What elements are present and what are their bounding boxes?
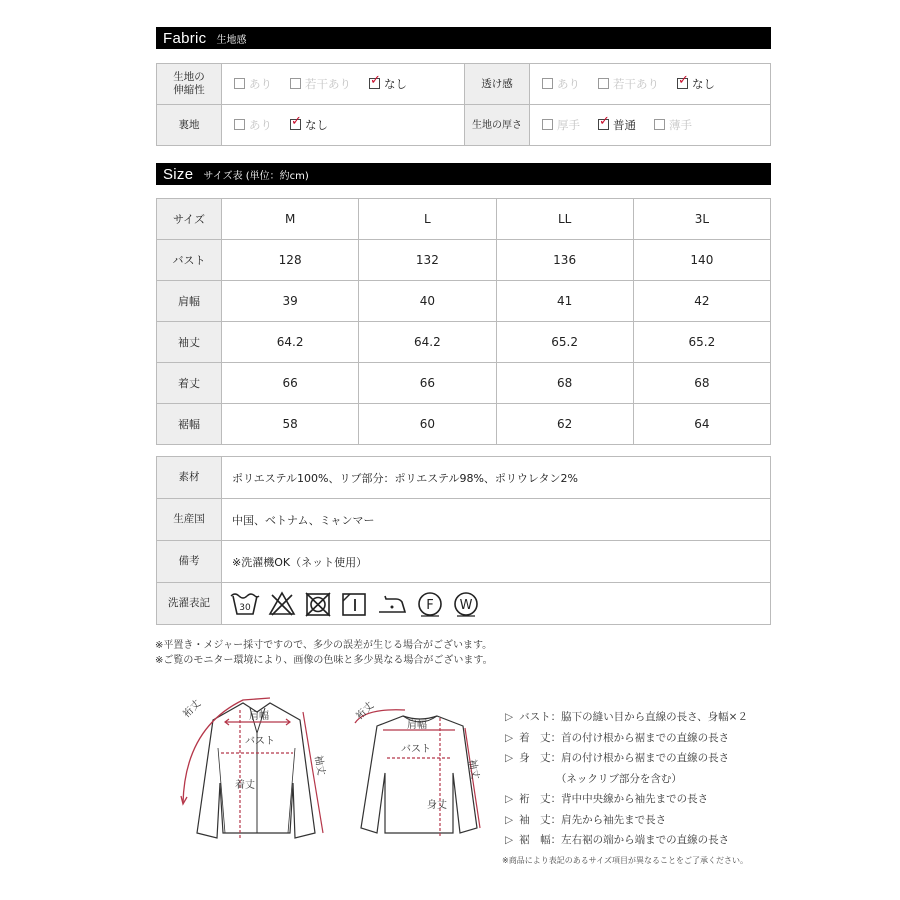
size-header-cell: LL — [496, 199, 633, 240]
lining-opt-1: あり — [234, 117, 272, 133]
notes — [155, 638, 493, 668]
table-cell: 136 — [496, 240, 633, 281]
legend-item: ▷ 身 丈：肩の付け根から裾までの直線の長さ — [505, 752, 730, 764]
fabric-title-en: Fabric — [163, 29, 207, 47]
table-cell: 65.2 — [633, 322, 770, 363]
cardigan-yuki-label: 裄丈 — [354, 700, 377, 723]
thickness-opt-3: 薄手 — [654, 117, 692, 133]
table-cell: 128 — [222, 240, 359, 281]
size-header-cell: M — [222, 199, 359, 240]
no-bleach-icon — [268, 590, 296, 618]
row-label: 裾幅 — [157, 404, 222, 445]
triangle-icon: ▷ — [505, 752, 514, 764]
size-title-en: Size — [163, 165, 194, 183]
table-cell: 65.2 — [496, 322, 633, 363]
size-header-row — [157, 199, 771, 240]
size-table — [156, 198, 771, 445]
table-cell: 140 — [633, 240, 770, 281]
jacket-sodetake-label: 袖丈 — [312, 754, 327, 777]
row-label: バスト — [157, 240, 222, 281]
table-cell: 62 — [496, 404, 633, 445]
cardigan-bust-label: バスト — [401, 744, 431, 755]
thickness-options — [530, 105, 771, 146]
sheer-label: 透け感 — [465, 64, 530, 105]
table-row — [157, 322, 771, 363]
row-label: 着丈 — [157, 363, 222, 404]
remarks-label: 備考 — [157, 541, 222, 583]
checked-checkbox-icon — [369, 78, 380, 89]
note-line: ※平置き・メジャー採寸ですので、多少の誤差が生じる場合がございます。 — [155, 640, 493, 651]
checked-checkbox-icon — [598, 119, 609, 130]
jacket-diagram — [180, 697, 328, 838]
line-dry-shade-icon — [340, 590, 368, 618]
size-title-bar — [156, 163, 771, 185]
checked-checkbox-icon — [290, 119, 301, 130]
wetclean-letter: W — [459, 597, 473, 613]
table-cell: 42 — [633, 281, 770, 322]
checkbox-icon — [290, 78, 301, 89]
triangle-icon: ▷ — [505, 834, 514, 846]
table-row — [157, 583, 771, 625]
table-row — [157, 457, 771, 499]
size-header-cell: サイズ — [157, 199, 222, 240]
thickness-opt-1: 厚手 — [542, 117, 580, 133]
checked-checkbox-icon — [677, 78, 688, 89]
legend-item: ▷ バスト：脇下の縫い目から直線の長さ、身幅×２ — [505, 711, 748, 723]
iron-low-icon — [376, 590, 408, 618]
no-tumble-dry-icon — [304, 590, 332, 618]
cardigan-mitake-label: 身丈 — [427, 800, 447, 811]
material-value: ポリエステル100%、リブ部分：ポリエステル98%、ポリウレタン2% — [222, 457, 771, 499]
jacket-bust-label: バスト — [245, 736, 275, 747]
size-title-jp: サイズ表 (単位：約cm) — [203, 170, 309, 182]
table-cell: 66 — [222, 363, 359, 404]
stretch-options — [222, 64, 465, 105]
triangle-icon: ▷ — [505, 711, 514, 723]
table-cell: 39 — [222, 281, 359, 322]
care-label: 洗濯表記 — [157, 583, 222, 625]
dryclean-letter: F — [426, 597, 434, 613]
fabric-title-jp: 生地感 — [216, 34, 247, 46]
dryclean-F-icon — [416, 590, 444, 618]
legend-item: ▷ 裄 丈：背中中央線から袖先までの長さ — [505, 793, 709, 805]
sheer-options — [530, 64, 771, 105]
size-header-cell: 3L — [633, 199, 770, 240]
row-label: 袖丈 — [157, 322, 222, 363]
cardigan-diagram — [353, 699, 482, 836]
lining-options — [222, 105, 465, 146]
triangle-icon: ▷ — [505, 793, 514, 805]
checkbox-icon — [542, 78, 553, 89]
origin-label: 生産国 — [157, 499, 222, 541]
wash-temp-text: 30 — [239, 602, 251, 613]
table-row — [157, 363, 771, 404]
stretch-opt-1: あり — [234, 76, 272, 92]
table-cell: 60 — [359, 404, 496, 445]
footnote: ※商品により表記のあるサイズ項目が異なることをご了承ください。 — [502, 856, 749, 865]
stretch-opt-3: ✓ なし — [369, 76, 407, 92]
table-cell: 68 — [633, 363, 770, 404]
lining-opt-2: ✓ なし — [290, 117, 328, 133]
checkbox-icon — [542, 119, 553, 130]
legend-item: ▷ 袖 丈：肩先から袖先まで長さ — [505, 813, 667, 826]
table-row — [157, 404, 771, 445]
size-header-cell: L — [359, 199, 496, 240]
triangle-icon: ▷ — [505, 813, 514, 826]
note-line: ※ご覧のモニター環境により、画像の色味と多少異なる場合がございます。 — [155, 655, 493, 666]
table-cell: 41 — [496, 281, 633, 322]
fabric-title-bar — [156, 27, 771, 49]
checkbox-icon — [654, 119, 665, 130]
table-cell: 68 — [496, 363, 633, 404]
wetclean-W-icon — [452, 590, 480, 618]
table-cell: 64.2 — [359, 322, 496, 363]
stretch-label: 生地の 伸縮性 — [157, 64, 222, 105]
wash-30-icon — [230, 590, 260, 618]
stretch-opt-2: 若干あり — [290, 76, 351, 92]
table-cell: 64 — [633, 404, 770, 445]
jacket-yuki-label: 裄丈 — [181, 698, 204, 721]
cardigan-sodetake-label: 袖丈 — [466, 758, 481, 781]
table-row — [157, 499, 771, 541]
remarks-value: ※洗濯機OK（ネット使用） — [222, 541, 771, 583]
material-label: 素材 — [157, 457, 222, 499]
checkbox-icon — [598, 78, 609, 89]
sheer-opt-3: ✓ なし — [677, 76, 715, 92]
measurement-diagram — [165, 688, 495, 853]
thickness-label: 生地の厚さ — [465, 105, 530, 146]
row-label: 肩幅 — [157, 281, 222, 322]
legend-item: ▷ 着 丈：首の付け根から裾までの直線の長さ — [505, 731, 730, 744]
measurement-legend — [505, 707, 748, 851]
info-table — [156, 456, 771, 625]
table-cell: 64.2 — [222, 322, 359, 363]
table-row — [157, 281, 771, 322]
table-row — [157, 240, 771, 281]
origin-value: 中国、ベトナム、ミャンマー — [222, 499, 771, 541]
table-cell: 40 — [359, 281, 496, 322]
sheer-opt-2: 若干あり — [598, 76, 659, 92]
table-cell: 66 — [359, 363, 496, 404]
jacket-katahaba-label: 肩幅 — [249, 711, 269, 722]
jacket-kitake-label: 着丈 — [235, 780, 255, 791]
table-cell: 58 — [222, 404, 359, 445]
checkbox-icon — [234, 78, 245, 89]
care-icons — [222, 583, 771, 625]
lining-label: 裏地 — [157, 105, 222, 146]
checkbox-icon — [234, 119, 245, 130]
cardigan-katahaba-label: 肩幅 — [407, 720, 427, 731]
table-cell: 132 — [359, 240, 496, 281]
fabric-table — [156, 63, 771, 146]
legend-item: ▷ 裾 幅：左右裾の端から端までの直線の長さ — [505, 834, 730, 846]
sheer-opt-1: あり — [542, 76, 580, 92]
table-row — [157, 541, 771, 583]
legend-item: （ネックリブ部分を含む） — [519, 772, 682, 785]
thickness-opt-2: ✓ 普通 — [598, 117, 636, 133]
triangle-icon: ▷ — [505, 731, 514, 744]
